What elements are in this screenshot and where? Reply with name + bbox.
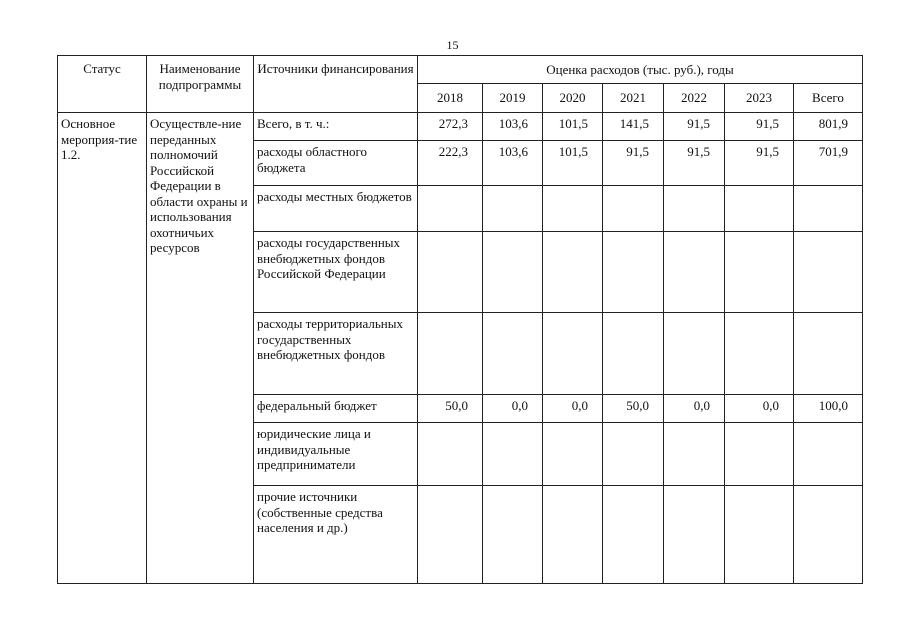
value-cell: 222,3 [418, 141, 483, 186]
page-number: 15 [446, 38, 459, 52]
value-cell [725, 186, 794, 232]
value-cell: 272,3 [418, 113, 483, 141]
header-total: Всего [794, 84, 863, 113]
value-cell [603, 313, 664, 395]
value-cell: 91,5 [725, 113, 794, 141]
total-cell [794, 232, 863, 313]
value-cell [418, 423, 483, 486]
source-cell: расходы областного бюджета [254, 141, 418, 186]
value-cell [664, 486, 725, 584]
value-cell [418, 186, 483, 232]
value-cell [725, 313, 794, 395]
source-cell: расходы территориальных государственных внебюджетных фондов [254, 313, 418, 395]
value-cell [725, 423, 794, 486]
source-cell: расходы местных бюджетов [254, 186, 418, 232]
header-year: 2020 [543, 84, 603, 113]
header-row-top [58, 56, 863, 84]
source-cell: прочие источники (собственные средства населения и др.) [254, 486, 418, 584]
value-cell [603, 486, 664, 584]
value-cell [664, 186, 725, 232]
value-cell [664, 232, 725, 313]
header-year: 2023 [725, 84, 794, 113]
value-cell: 141,5 [603, 113, 664, 141]
source-cell: юридические лица и индивидуальные предприниматели [254, 423, 418, 486]
source-cell: Всего, в т. ч.: [254, 113, 418, 141]
value-cell: 103,6 [483, 113, 543, 141]
value-cell [664, 423, 725, 486]
total-cell: 100,0 [794, 395, 863, 423]
value-cell: 0,0 [725, 395, 794, 423]
value-cell: 50,0 [418, 395, 483, 423]
header-year: 2021 [603, 84, 664, 113]
header-year: 2018 [418, 84, 483, 113]
value-cell [543, 313, 603, 395]
value-cell: 103,6 [483, 141, 543, 186]
value-cell [483, 186, 543, 232]
value-cell [664, 313, 725, 395]
value-cell [543, 232, 603, 313]
total-cell: 701,9 [794, 141, 863, 186]
header-financing-sources: Источники финансирования [254, 56, 418, 113]
value-cell: 50,0 [603, 395, 664, 423]
value-cell: 91,5 [664, 113, 725, 141]
budget-table [57, 55, 863, 584]
value-cell: 91,5 [664, 141, 725, 186]
subprogram-name-cell: Осуществле-ние переданных полномочий Российской Федерации в области охраны и использования охотничьих ресурсов [147, 113, 254, 584]
value-cell [603, 186, 664, 232]
value-cell [543, 486, 603, 584]
value-cell: 91,5 [603, 141, 664, 186]
header-year: 2022 [664, 84, 725, 113]
total-cell [794, 186, 863, 232]
value-cell: 101,5 [543, 113, 603, 141]
value-cell [483, 232, 543, 313]
value-cell [483, 423, 543, 486]
value-cell [543, 423, 603, 486]
header-status: Статус [58, 56, 147, 113]
value-cell: 91,5 [725, 141, 794, 186]
value-cell [418, 313, 483, 395]
value-cell [483, 486, 543, 584]
header-year: 2019 [483, 84, 543, 113]
value-cell: 0,0 [664, 395, 725, 423]
value-cell [603, 423, 664, 486]
value-cell [725, 232, 794, 313]
value-cell: 0,0 [483, 395, 543, 423]
status-cell: Основное мероприя-тие 1.2. [58, 113, 147, 584]
header-cost-estimate: Оценка расходов (тыс. руб.), годы [418, 56, 863, 84]
value-cell: 101,5 [543, 141, 603, 186]
total-cell [794, 486, 863, 584]
source-cell: расходы государственных внебюджетных фондов Российской Федерации [254, 232, 418, 313]
header-subprogram-name: Наименование подпрограммы [147, 56, 254, 113]
value-cell [418, 232, 483, 313]
total-cell [794, 423, 863, 486]
value-cell [418, 486, 483, 584]
source-cell: федеральный бюджет [254, 395, 418, 423]
table-row [58, 113, 863, 141]
total-cell [794, 313, 863, 395]
value-cell [483, 313, 543, 395]
value-cell: 0,0 [543, 395, 603, 423]
value-cell [603, 232, 664, 313]
value-cell [725, 486, 794, 584]
total-cell: 801,9 [794, 113, 863, 141]
value-cell [543, 186, 603, 232]
